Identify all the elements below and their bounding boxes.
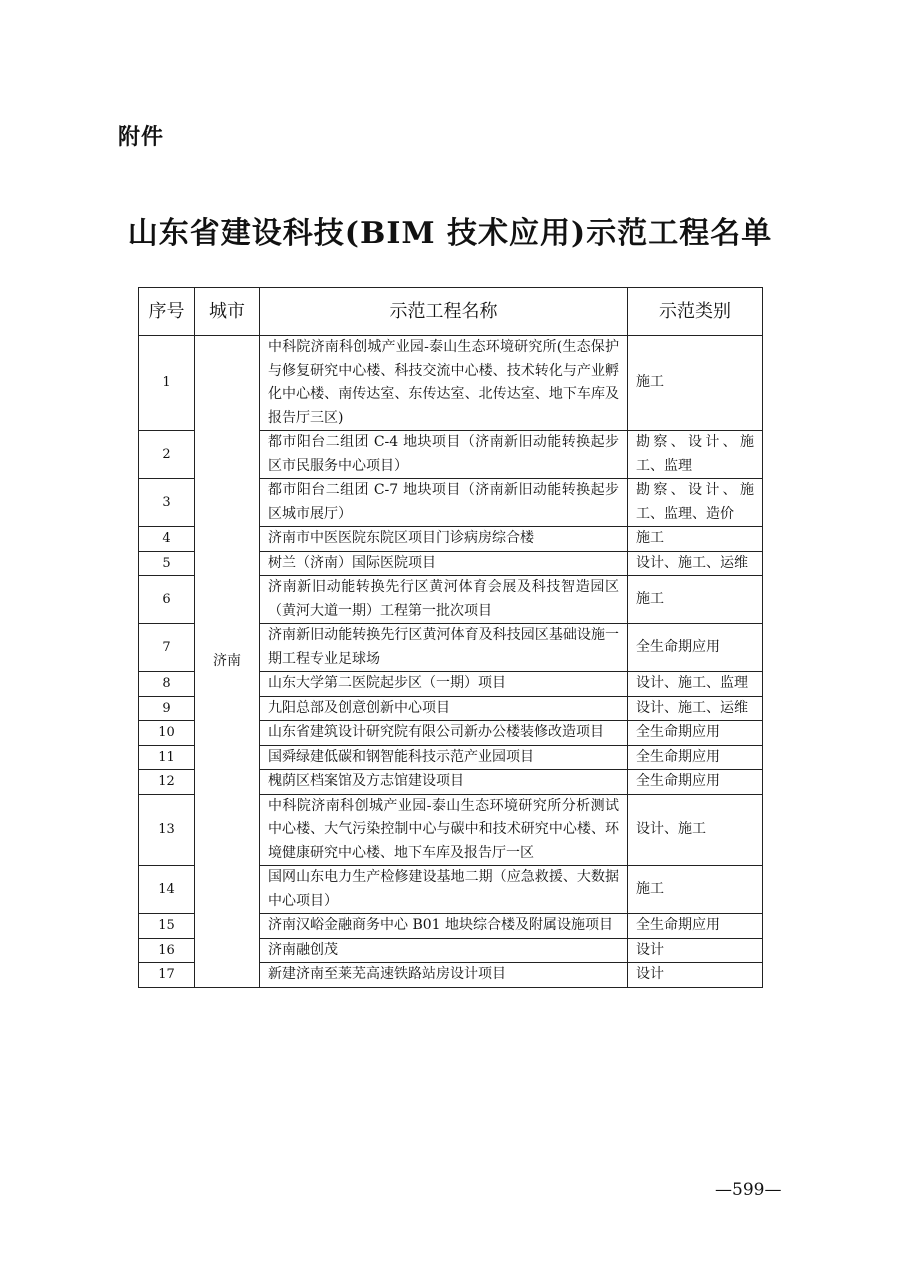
project-name: 中科院济南科创城产业园-泰山生态环境研究所(生态保护与修复研究中心楼、科技交流中心楼、技术转化与产业孵化中心楼、南传达室、东传达室、北传达室、地下车库及报告厅三区) bbox=[260, 336, 628, 431]
project-category: 施工 bbox=[628, 336, 763, 431]
row-index: 11 bbox=[139, 745, 195, 770]
table-header-row bbox=[139, 288, 763, 336]
row-index: 9 bbox=[139, 696, 195, 721]
project-category: 施工 bbox=[628, 527, 763, 552]
projects-table bbox=[138, 287, 763, 988]
row-index: 4 bbox=[139, 527, 195, 552]
table-row bbox=[139, 336, 763, 431]
row-index: 16 bbox=[139, 938, 195, 963]
project-category: 设计 bbox=[628, 963, 763, 988]
row-index: 3 bbox=[139, 479, 195, 527]
project-category: 全生命期应用 bbox=[628, 914, 763, 939]
project-name: 山东省建筑设计研究院有限公司新办公楼装修改造项目 bbox=[260, 721, 628, 746]
project-category: 设计、施工、运维 bbox=[628, 696, 763, 721]
project-category: 设计 bbox=[628, 938, 763, 963]
project-category: 全生命期应用 bbox=[628, 745, 763, 770]
project-name: 国网山东电力生产检修建设基地二期（应急救援、大数据中心项目） bbox=[260, 866, 628, 914]
project-category: 勘察、设计、施工、监理、造价 bbox=[628, 479, 763, 527]
project-category: 全生命期应用 bbox=[628, 770, 763, 795]
project-name: 九阳总部及创意创新中心项目 bbox=[260, 696, 628, 721]
header-city: 城市 bbox=[195, 288, 260, 336]
project-name: 山东大学第二医院起步区（一期）项目 bbox=[260, 672, 628, 697]
row-index: 6 bbox=[139, 576, 195, 624]
document-title: 山东省建设科技(BIM 技术应用)示范工程名单 bbox=[127, 216, 773, 251]
header-category: 示范类别 bbox=[628, 288, 763, 336]
header-project-name: 示范工程名称 bbox=[260, 288, 628, 336]
row-index: 1 bbox=[139, 336, 195, 431]
project-category: 设计、施工、运维 bbox=[628, 551, 763, 576]
row-index: 17 bbox=[139, 963, 195, 988]
project-name: 都市阳台二组团 C-4 地块项目（济南新旧动能转换起步区市民服务中心项目） bbox=[260, 431, 628, 479]
project-category: 施工 bbox=[628, 866, 763, 914]
project-category: 全生命期应用 bbox=[628, 624, 763, 672]
row-index: 2 bbox=[139, 431, 195, 479]
project-name: 济南融创茂 bbox=[260, 938, 628, 963]
row-index: 15 bbox=[139, 914, 195, 939]
project-name: 槐荫区档案馆及方志馆建设项目 bbox=[260, 770, 628, 795]
project-name: 树兰（济南）国际医院项目 bbox=[260, 551, 628, 576]
row-index: 12 bbox=[139, 770, 195, 795]
project-category: 施工 bbox=[628, 576, 763, 624]
row-index: 8 bbox=[139, 672, 195, 697]
table-body bbox=[139, 336, 763, 988]
project-category: 勘察、设计、施工、监理 bbox=[628, 431, 763, 479]
project-category: 设计、施工、监理 bbox=[628, 672, 763, 697]
city-cell: 济南 bbox=[195, 336, 260, 988]
row-index: 10 bbox=[139, 721, 195, 746]
project-name: 济南新旧动能转换先行区黄河体育及科技园区基础设施一期工程专业足球场 bbox=[260, 624, 628, 672]
project-name: 新建济南至莱芜高速铁路站房设计项目 bbox=[260, 963, 628, 988]
project-category: 设计、施工 bbox=[628, 794, 763, 866]
project-name: 济南市中医医院东院区项目门诊病房综合楼 bbox=[260, 527, 628, 552]
project-name: 济南新旧动能转换先行区黄河体育会展及科技智造园区（黄河大道一期）工程第一批次项目 bbox=[260, 576, 628, 624]
header-index: 序号 bbox=[139, 288, 195, 336]
row-index: 13 bbox=[139, 794, 195, 866]
attachment-label: 附件 bbox=[118, 125, 165, 150]
row-index: 5 bbox=[139, 551, 195, 576]
project-category: 全生命期应用 bbox=[628, 721, 763, 746]
page-number: —599— bbox=[715, 1180, 782, 1200]
project-name: 国舜绿建低碳和钢智能科技示范产业园项目 bbox=[260, 745, 628, 770]
project-name: 都市阳台二组团 C-7 地块项目（济南新旧动能转换起步区城市展厅） bbox=[260, 479, 628, 527]
project-name: 中科院济南科创城产业园-泰山生态环境研究所分析测试中心楼、大气污染控制中心与碳中和技术研究中心楼、环境健康研究中心楼、地下车库及报告厅一区 bbox=[260, 794, 628, 866]
row-index: 7 bbox=[139, 624, 195, 672]
row-index: 14 bbox=[139, 866, 195, 914]
project-name: 济南汉峪金融商务中心 B01 地块综合楼及附属设施项目 bbox=[260, 914, 628, 939]
